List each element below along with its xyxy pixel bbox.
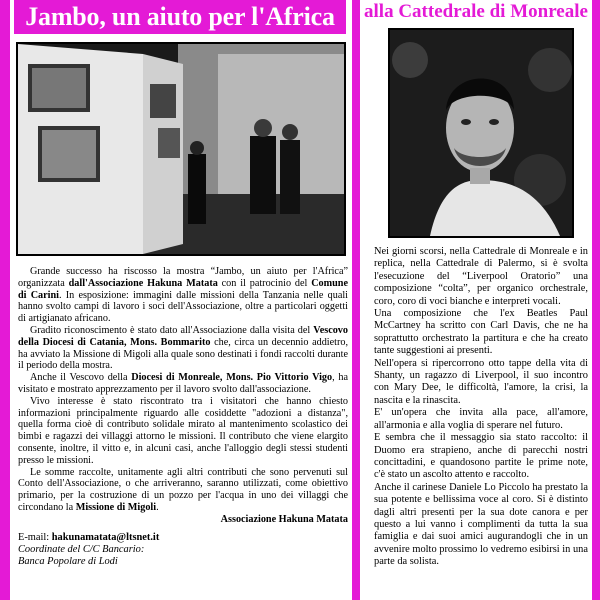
column-divider [352,0,360,600]
paragraph: Nell'opera si ripercorrono otto tappe della vita di Shanty, un ragazzo di Liverpool, il suo incontro con Mary Dee, le difficoltà, l'amore, la crisi, la nascita e la rinascita. [374,357,588,406]
bold-text: Missione di Migoli [75,501,157,513]
paragraph: Anche il carinese Daniele Lo Piccolo ha prestato la sua potente e bellissima voce al coro. Si è distinto dagli altri presenti per la sua dote canora e per questo a lui vanno i complimenti da tutta la sua famiglia e dai suoi amici augurandogli che in un avvenire molto prossimo lo vedremo esibirsi in una parte da solista. [374,481,588,568]
right-article-body [374,246,588,569]
paragraph: Anche il Vescovo della Diocesi di Monreale, Mons. Pio Vittorio Vigo, ha visitato e mostrato apprezzamento per il lavoro svolto dall'associazione. [18,372,348,395]
bank-label: Coordinate del C/C Bancario: [18,543,145,555]
email-address[interactable]: hakunamatata@ltsnet.it [51,531,160,543]
exhibition-photo-image [18,44,344,254]
email-label: E-mail: [18,531,52,543]
signature: Associazione Hakuna Matata [220,513,348,525]
portrait-photo [388,28,574,238]
paragraph: Vivo interesse è stato riscontrato tra i visitatori che hanno chiesto informazioni principalmente riguardo alle cosiddette "adozioni a distanza", quella forma cioè di contributo solidale mirato al mantenimento scolastico dei bimbi e ragazzi dei villaggi attorno le missioni. Il contributo che viene elargito consente, inoltre, il vitto e, in alcuni casi, anche l'alloggio degli stessi studenti presso le missioni. [18,395,348,466]
bank-name: Banca Popolare di Lodi [18,555,118,567]
bold-text: dall'Associazione Hakuna Matata [68,277,218,289]
right-border [592,0,600,600]
paragraph: E' un'opera che invita alla pace, all'amore, all'armonia e alla voglia di sperare nel futuro. [374,407,588,431]
right-headline: alla Cattedrale di Monreale [364,1,588,22]
paragraph: Nei giorni scorsi, nella Cattedrale di Monreale e in replica, nella Cattedrale di Palermo, si è svolta l'esecuzione del “Liverpool Oratorio” una composizione “colta”, per organico orchestrale, coro, coro di voci bianche e interpreti vocali. [374,246,588,307]
exhibition-photo [16,42,346,256]
contact-info [18,532,348,568]
paragraph: Gradito riconoscimento è stato dato all'Associazione dalla visita del Vescovo della Diocesi di Catania, Mons. Bommarito che, circa un decennio addietro, ha avviato la Missione di Migoli alla quale sono destinati i fondi raccolti durante il periodo della mostra. [18,324,349,372]
left-headline: Jambo, un aiuto per l'Africa [14,0,346,34]
left-border [0,0,10,600]
paragraph: Le somme raccolte, unitamente agli altri contributi che sono pervenuti sul Conto dell'Associazione, o che arriveranno, saranno utilizzati, come obiettivo primario, per la costruzione di un pozzo per l'acqua in uno dei villaggi che circondano la Missione di Migoli. [18,466,348,513]
portrait-photo-image [390,30,572,236]
paragraph: Grande successo ha riscosso la mostra “Jambo, un aiuto per l'Africa” organizzata dall'Associazione Hakuna Matata con il patrocinio del Comune di Carini. In esposizione: immagini dalle missioni della Tanzania nelle quali hanno svolto campi di lavoro i soci dell'Associazione, oltre a particolari oggetti di artigianato africano. [18,266,348,325]
paragraph: E sembra che il messaggio sia stato raccolto: il Duomo era strapieno, anche di parecchi nostri concittadini, e quandosono partite le prime note, c'è stato un ascolto attento e raccolto. [374,432,588,481]
article-left [10,0,352,600]
bold-text: Comune di Carini [18,277,348,301]
left-article-body [18,266,348,568]
paragraph: Una composizione che l'ex Beatles Paul McCartney ha scritto con Carl Davis, che ne ha soprattutto orchestrato la partitura e che ha creato tante suggestioni ai presenti. [374,308,588,357]
article-right [360,0,592,600]
bold-text: Diocesi di Monreale, Mons. Pio Vittorio Vigo [131,372,333,384]
bold-text: Vescovo della Diocesi di Catania, Mons. Bommarito [18,324,348,348]
